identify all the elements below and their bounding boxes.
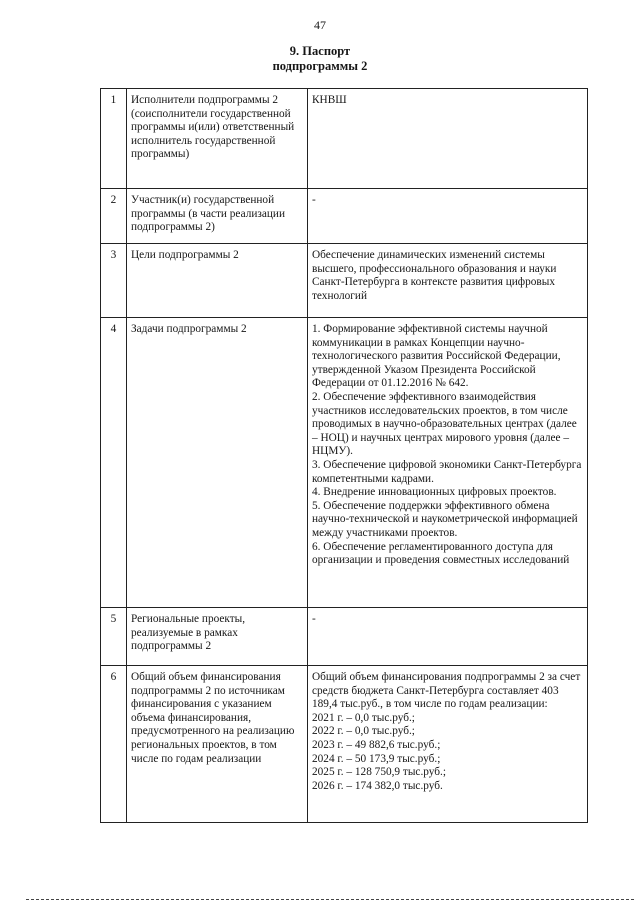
value-line: 2. Обеспечение эффективного взаимодействия участников исследовательских проектов, в том числе проводимых в научно-образовательных центрах (далее – НОЦ) и научных центрах мирового уровня (далее – НЦМУ). (312, 390, 577, 458)
row-number: 6 (101, 666, 127, 823)
table-row (101, 608, 588, 666)
table-row (101, 318, 588, 608)
table-row (101, 666, 588, 823)
row-value (308, 608, 588, 666)
row-number: 4 (101, 318, 127, 608)
value-line: КНВШ (312, 94, 347, 106)
value-line: 2025 г. – 128 750,9 тыс.руб.; (312, 766, 446, 779)
table-row (101, 244, 588, 318)
value-line: Обеспечение динамических изменений системы высшего, профессионального образования и науки Санкт-Петербурга в контексте развития цифровых технологий (312, 249, 557, 302)
value-line: 1. Формирование эффективной системы научной коммуникации в рамках Концепции научно-технологического развития Российской Федерации, утвержденной Указом Президента Российской Федерации от 01.12.2016 № 642. (312, 323, 561, 390)
row-label: Региональные проекты, реализуемые в рамках подпрограммы 2 (127, 608, 308, 666)
row-label: Участник(и) государственной программы (в части реализации подпрограммы 2) (127, 189, 308, 244)
value-line: 2026 г. – 174 382,0 тыс.руб. (312, 779, 443, 792)
row-label: Исполнители подпрограммы 2 (соисполнители государственной программы и(или) ответственный исполнитель государственной программы) (127, 89, 308, 189)
title-line-2: подпрограммы 2 (272, 59, 368, 73)
value-line: - (312, 613, 316, 625)
value-line: 2021 г. – 0,0 тыс.руб.; (312, 711, 415, 724)
row-label: Задачи подпрограммы 2 (127, 318, 308, 608)
section-title (0, 44, 640, 74)
passport-table (100, 88, 588, 823)
row-value (308, 318, 588, 608)
table-row (101, 189, 588, 244)
value-line: 4. Внедрение инновационных цифровых проектов. (312, 486, 557, 499)
page-bottom-rule (26, 899, 634, 900)
row-number: 2 (101, 189, 127, 244)
value-line: - (312, 194, 316, 206)
value-line: 5. Обеспечение поддержки эффективного обмена научно-технической и наукометрической информацией между участниками проектов. (312, 499, 578, 539)
value-line: 6. Обеспечение регламентированного доступа для организации и проведения совместных исследований (312, 540, 570, 567)
row-value (308, 244, 588, 318)
row-value (308, 89, 588, 189)
value-line: 2024 г. – 50 173,9 тыс.руб.; (312, 752, 441, 765)
page-number: 47 (314, 18, 326, 32)
row-number: 3 (101, 244, 127, 318)
value-line: 2022 г. – 0,0 тыс.руб.; (312, 725, 415, 738)
row-label: Общий объем финансирования подпрограммы 2 по источникам финансирования с указанием объема финансирования, предусмотренного на реализацию региональных проектов, в том числе по годам реализации (127, 666, 308, 823)
title-line-1: 9. Паспорт (289, 44, 351, 58)
table-row (101, 89, 588, 189)
row-number: 1 (101, 89, 127, 189)
row-value (308, 189, 588, 244)
row-number: 5 (101, 608, 127, 666)
value-line: 2023 г. – 49 882,6 тыс.руб.; (312, 738, 441, 751)
row-label: Цели подпрограммы 2 (127, 244, 308, 318)
row-value (308, 666, 588, 823)
value-line: Общий объем финансирования подпрограммы 2 за счет средств бюджета Санкт-Петербурга составляет 403 189,4 тыс.руб., в том числе по годам реализации: (312, 671, 581, 711)
value-line: 3. Обеспечение цифровой экономики Санкт-Петербурга компетентными кадрами. (312, 458, 582, 485)
